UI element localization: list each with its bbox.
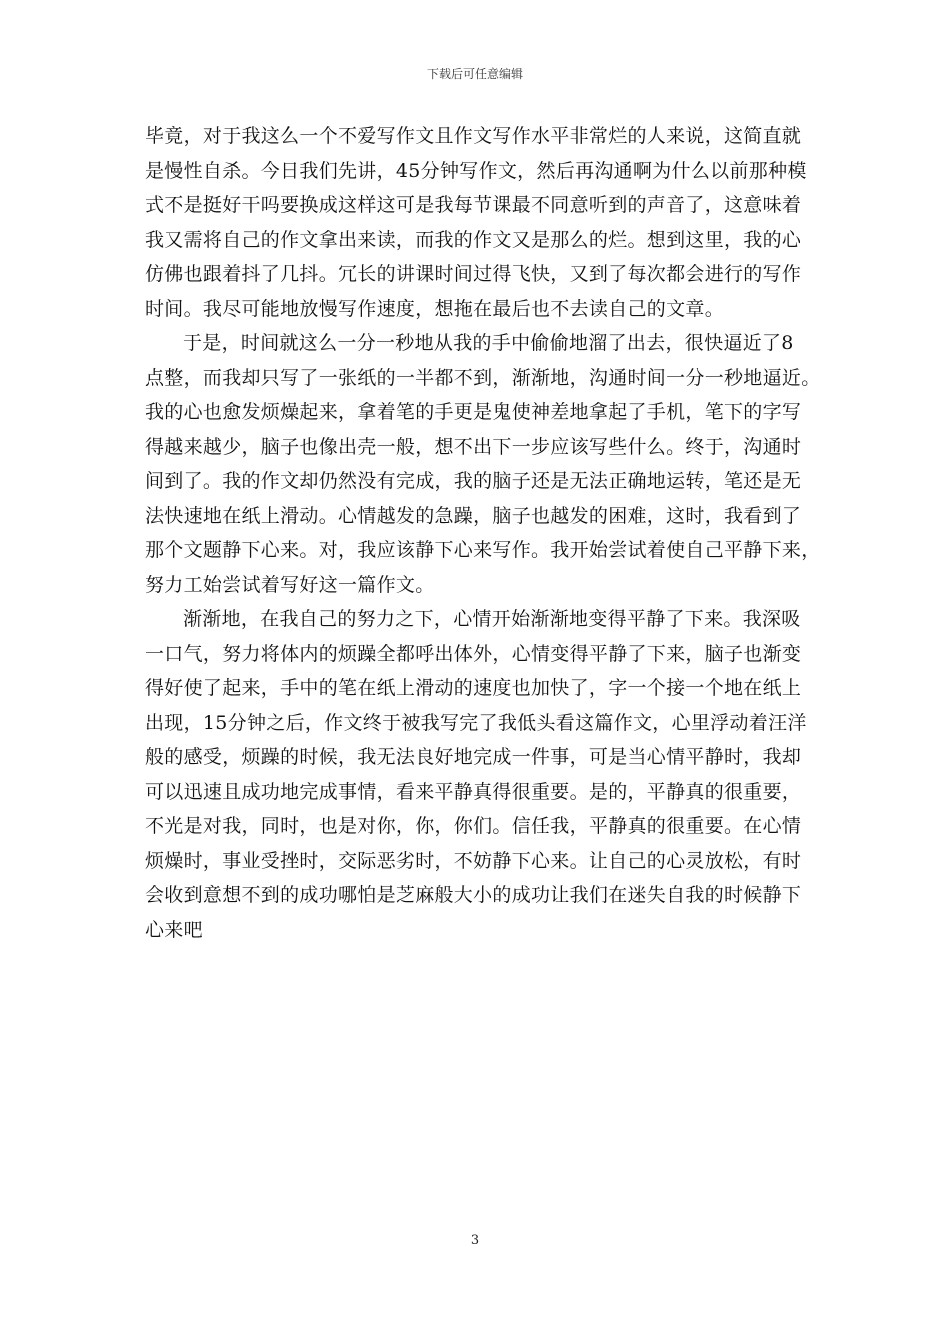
text-line: 渐渐地，在我自己的努力之下，心情开始渐渐地变得平静了下来。我深吸	[183, 608, 801, 630]
text-line: 时间。我尽可能地放慢写作速度，想拖在最后也不去读自己的文章。	[145, 297, 725, 320]
text-line: 般的感受，烦躁的时候，我无法良好地完成一件事，可是当心情平静时，我却	[145, 746, 802, 768]
text-line: 得越来越少，脑子也像出壳一般，想不出下一步应该写些什么。终于，沟通时	[145, 435, 802, 458]
text-line: 我的心也愈发烦燥起来，拿着笔的手更是鬼使神差地拿起了手机，笔下的字写	[145, 401, 802, 423]
text-line: 那个文题静下心来。对，我应该静下心来写作。我开始尝试着使自己平静下来，	[145, 539, 821, 561]
text-line: 烦燥时，事业受挫时，交际恶劣时，不妨静下心来。让自己的心灵放松，有时	[145, 849, 802, 872]
page-number: 3	[470, 1233, 480, 1248]
text-line: 出现，15分钟之后，作文终于被我写完了我低头看这篇作文，心里浮动着汪洋	[145, 711, 807, 734]
text-line: 于是，时间就这么一分一秒地从我的手中偷偷地溜了出去，很快逼近了8	[183, 332, 794, 354]
document-body	[145, 119, 821, 947]
text-line: 心来吧	[145, 918, 203, 941]
text-line: 仿佛也跟着抖了几抖。冗长的讲课时间过得飞快，又到了每次都会进行的写作	[145, 263, 802, 285]
text-line: 一口气，努力将体内的烦躁全都呼出体外，心情变得平静了下来，脑子也渐变	[145, 642, 802, 665]
text-line: 我又需将自己的作文拿出来读，而我的作文又是那么的烂。想到这里，我的心	[145, 228, 802, 251]
text-line: 会收到意想不到的成功哪怕是芝麻般大小的成功让我们在迷失自我的时候静下	[145, 884, 802, 906]
text-line: 法快速地在纸上滑动。心情越发的急躁，脑子也越发的困难，这时，我看到了	[145, 504, 802, 527]
text-line: 努力工始尝试着写好这一篇作文。	[145, 573, 435, 596]
page-header: 下载后可任意编辑	[426, 67, 523, 81]
paragraph-1	[145, 119, 813, 326]
text-line: 不光是对我，同时，也是对你，你，你们。信任我，平静真的很重要。在心情	[145, 815, 802, 837]
text-line: 可以迅速且成功地完成事情，看来平静真得很重要。是的，平静真的很重要，	[145, 780, 802, 803]
text-line: 是慢性自杀。今日我们先讲，45分钟写作文，然后再沟通啊为什么以前那种模	[145, 159, 807, 182]
paragraph-2	[145, 326, 821, 602]
text-line: 得好使了起来，手中的笔在纸上滑动的速度也加快了，字一个接一个地在纸上	[145, 677, 802, 699]
text-line: 式不是挺好干吗要换成这样这可是我每节课最不同意听到的声音了，这意味着	[145, 194, 802, 216]
paragraph-3	[145, 602, 813, 947]
text-line: 点整，而我却只写了一张纸的一半都不到，渐渐地，沟通时间一分一秒地逼近。	[145, 366, 821, 389]
text-line: 间到了。我的作文却仍然没有完成，我的脑子还是无法正确地运转，笔还是无	[145, 470, 802, 492]
text-line: 毕竟，对于我这么一个不爱写作文且作文写作水平非常烂的人来说，这简直就	[145, 125, 802, 147]
